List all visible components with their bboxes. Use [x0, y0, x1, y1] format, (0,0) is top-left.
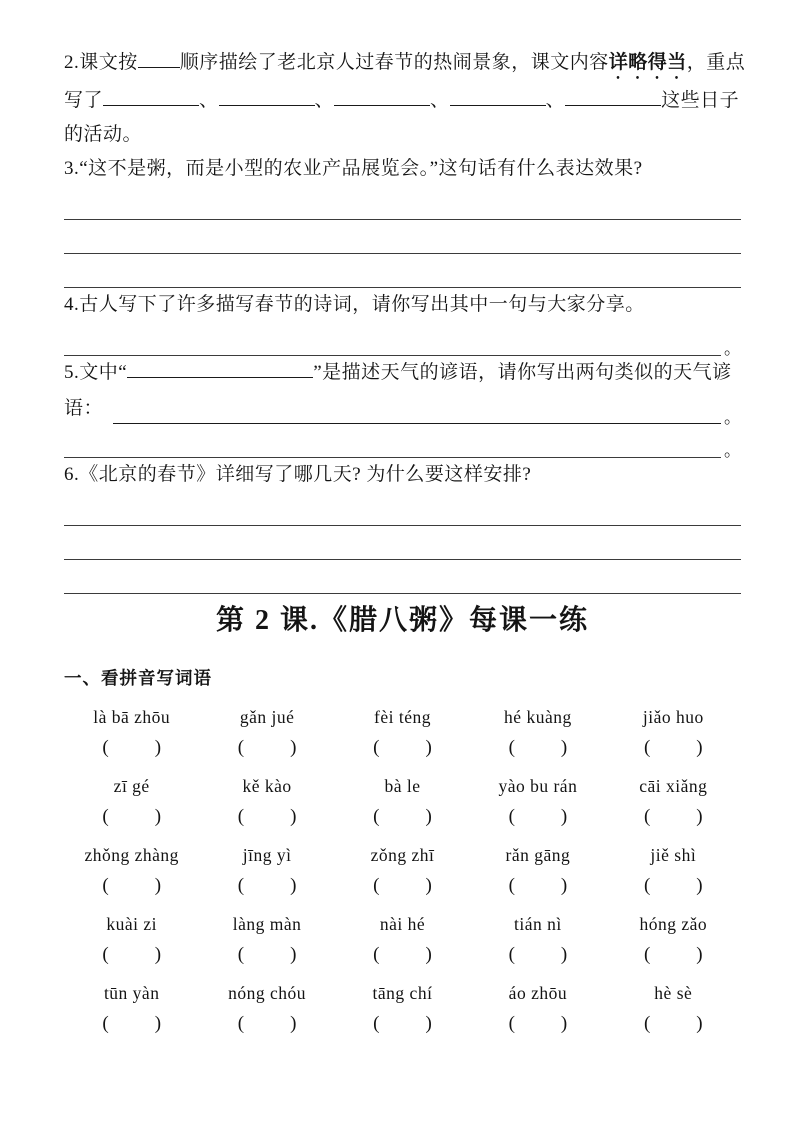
blank-underline [103, 87, 199, 106]
paren-pair [606, 1010, 741, 1038]
paren-pair [199, 1010, 334, 1038]
paren-open: ( [373, 1013, 380, 1034]
paren-pair [606, 803, 741, 831]
pinyin-item [199, 842, 334, 903]
paren-open: ( [508, 944, 515, 965]
list-separator: 、 [314, 90, 335, 111]
pinyin-item [64, 704, 199, 765]
list-separator: 、 [199, 90, 219, 111]
pinyin-item [199, 773, 334, 834]
paren-close: ) [290, 806, 297, 827]
paren-pair [199, 803, 334, 831]
blank-underline [450, 87, 546, 106]
paren-open: ( [237, 806, 245, 827]
answer-line [64, 220, 741, 254]
pinyin-row [64, 834, 741, 903]
paren-close: ) [560, 737, 568, 758]
pinyin-word: hè sè [654, 983, 693, 1003]
pinyin-item [470, 980, 605, 1041]
paren-pair [470, 1010, 605, 1038]
pinyin-word: zī gé [113, 776, 150, 796]
paren-open: ( [508, 806, 515, 827]
paren-pair [64, 941, 199, 969]
pinyin-item [606, 773, 741, 834]
pinyin-item [335, 773, 470, 834]
paren-pair [606, 872, 741, 900]
answer-line [64, 560, 741, 594]
pinyin-item [64, 911, 199, 972]
paren-open: ( [643, 737, 651, 758]
question-text [64, 46, 746, 84]
pinyin-word: hóng zǎo [639, 914, 708, 934]
paren-close: ) [696, 737, 703, 758]
blank-underline [138, 49, 180, 68]
answer-line [64, 254, 741, 288]
paren-open: ( [508, 875, 515, 896]
pinyin-item [199, 704, 334, 765]
blank-underline [334, 87, 430, 106]
pinyin-item [199, 911, 334, 972]
answer-line [64, 322, 721, 356]
pinyin-item [470, 773, 605, 834]
paren-pair [64, 1010, 199, 1038]
pinyin-word: bà le [384, 776, 421, 796]
paren-close: ) [290, 875, 297, 896]
pinyin-row [64, 696, 741, 765]
paren-pair [470, 941, 605, 969]
answer-line-with-period [64, 322, 741, 356]
pinyin-item [470, 704, 605, 765]
pinyin-word: hé kuàng [504, 707, 572, 727]
paren-pair [470, 803, 605, 831]
period-mark: 。 [724, 408, 741, 427]
pinyin-item [64, 773, 199, 834]
question-body-text: 顺序描绘了老北京人过春节的热闹景象，课文内容 [179, 52, 609, 73]
paren-pair [64, 803, 199, 831]
paren-close: ) [696, 944, 703, 965]
answer-line [64, 492, 741, 526]
paren-close: ) [425, 737, 432, 758]
answer-line-with-period [64, 424, 741, 458]
pinyin-word: yào bu rán [498, 776, 578, 796]
pinyin-word: nóng chóu [228, 983, 307, 1003]
question-text: 3.“这不是粥，而是小型的农业产品展览会。”这句话有什么表达效果? [64, 158, 643, 179]
question-number-text: 2.课文按 [64, 52, 138, 73]
paren-close: ) [290, 737, 297, 758]
pinyin-exercise [64, 696, 741, 1041]
pinyin-item [470, 842, 605, 903]
pinyin-word: gǎn jué [239, 707, 295, 727]
question-text: 6.《北京的春节》详细写了哪几天? 为什么要这样安排? [64, 464, 532, 485]
paren-pair [64, 734, 199, 762]
period-mark: 。 [724, 339, 741, 358]
pinyin-word: rǎn gāng [505, 845, 571, 865]
question-text [64, 84, 741, 118]
paren-close: ) [154, 1013, 162, 1034]
pinyin-item [470, 911, 605, 972]
question-4 [64, 288, 741, 356]
paren-open: ( [102, 1013, 109, 1034]
pinyin-word: nài hé [379, 914, 426, 934]
paren-close: ) [560, 1013, 568, 1034]
lesson-title: 第 2 课.《腊八粥》每课一练 [215, 605, 589, 636]
paren-close: ) [154, 737, 162, 758]
paren-close: ) [560, 875, 568, 896]
paren-close: ) [696, 875, 703, 896]
paren-close: ) [425, 806, 432, 827]
paren-open: ( [508, 737, 515, 758]
section-heading: 一、看拼音写词语 [64, 668, 212, 688]
pinyin-word: cāi xiǎng [639, 776, 708, 796]
pinyin-word: jiě shì [650, 845, 697, 865]
paren-open: ( [643, 875, 651, 896]
list-separator: 、 [430, 90, 450, 111]
paren-close: ) [154, 806, 162, 827]
answer-line [64, 186, 741, 220]
paren-open: ( [102, 944, 109, 965]
blank-underline [219, 87, 315, 106]
pinyin-row [64, 972, 741, 1041]
pinyin-row [64, 903, 741, 972]
question-2 [64, 46, 746, 152]
pinyin-word: zhǒng zhàng [84, 845, 179, 865]
pinyin-word: fèi téng [374, 707, 431, 727]
paren-close: ) [425, 1013, 432, 1034]
pinyin-item [335, 704, 470, 765]
pinyin-item [64, 980, 199, 1041]
paren-pair [199, 941, 334, 969]
paren-open: ( [102, 806, 109, 827]
period-mark: 。 [724, 441, 741, 460]
pinyin-word: tián nì [514, 914, 562, 934]
paren-pair [64, 872, 199, 900]
paren-open: ( [102, 875, 109, 896]
pinyin-word: tāng chí [372, 983, 433, 1003]
paren-open: ( [237, 737, 245, 758]
paren-pair [335, 1010, 470, 1038]
answer-line [64, 424, 721, 458]
pinyin-word: kě kào [242, 776, 292, 796]
paren-pair [335, 734, 470, 762]
paren-open: ( [237, 944, 245, 965]
paren-pair [335, 803, 470, 831]
paren-open: ( [102, 737, 109, 758]
pinyin-word: là bā zhōu [93, 707, 171, 727]
blank-underline [113, 390, 721, 424]
paren-close: ) [154, 875, 162, 896]
list-separator: 、 [545, 90, 566, 111]
blank-underline [565, 87, 661, 106]
pinyin-word: làng màn [232, 914, 302, 934]
paren-open: ( [643, 944, 651, 965]
paren-pair [335, 941, 470, 969]
pinyin-item [606, 842, 741, 903]
pinyin-item [335, 911, 470, 972]
paren-close: ) [290, 944, 297, 965]
question-body-text: ，重点 [686, 52, 746, 73]
blank-underline [127, 359, 313, 378]
question-body-text: ”是描述天气的谚语，请你写出两句类似的天气谚 [313, 362, 732, 383]
pinyin-row [64, 765, 741, 834]
pinyin-word: tūn yàn [103, 983, 160, 1003]
paren-open: ( [373, 806, 380, 827]
answer-line [64, 526, 741, 560]
paren-close: ) [560, 806, 568, 827]
question-6 [64, 458, 741, 594]
pinyin-item [64, 842, 199, 903]
paren-open: ( [508, 1013, 515, 1034]
paren-open: ( [237, 875, 245, 896]
paren-close: ) [696, 1013, 703, 1034]
paren-open: ( [373, 944, 380, 965]
question-body-text: 这些日子 [661, 90, 740, 111]
question-number-text: 5.文中“ [64, 362, 128, 383]
paren-close: ) [560, 944, 568, 965]
paren-open: ( [373, 875, 380, 896]
paren-pair [606, 734, 741, 762]
question-text: 4.古人写下了许多描写春节的诗词，请你写出其中一句与大家分享。 [64, 294, 645, 315]
pinyin-item [606, 911, 741, 972]
question-body-text: 写了 [64, 90, 104, 111]
question-text: 的活动。 [64, 124, 143, 145]
paren-close: ) [154, 944, 162, 965]
paren-pair [470, 872, 605, 900]
emphasized-text: 详略得当 [608, 52, 687, 73]
pinyin-word: áo zhōu [508, 983, 568, 1003]
paren-pair [470, 734, 605, 762]
pinyin-word: jiǎo huo [642, 707, 704, 727]
paren-close: ) [425, 944, 432, 965]
question-3 [64, 152, 741, 288]
paren-pair [199, 872, 334, 900]
paren-open: ( [373, 737, 380, 758]
pinyin-word: jīng yì [242, 845, 292, 865]
paren-open: ( [237, 1013, 245, 1034]
paren-close: ) [290, 1013, 297, 1034]
pinyin-word: kuài zi [106, 914, 158, 934]
question-text [64, 390, 741, 427]
pinyin-item [335, 980, 470, 1041]
paren-pair [335, 872, 470, 900]
pinyin-item [199, 980, 334, 1041]
paren-pair [606, 941, 741, 969]
paren-close: ) [696, 806, 703, 827]
paren-pair [199, 734, 334, 762]
paren-open: ( [643, 1013, 651, 1034]
question-body-text: 语： [64, 398, 104, 419]
question-text [64, 356, 741, 390]
pinyin-item [606, 980, 741, 1041]
pinyin-word: zǒng zhī [370, 845, 435, 865]
paren-open: ( [643, 806, 651, 827]
pinyin-item [335, 842, 470, 903]
pinyin-item [606, 704, 741, 765]
paren-close: ) [425, 875, 432, 896]
question-5 [64, 356, 741, 458]
